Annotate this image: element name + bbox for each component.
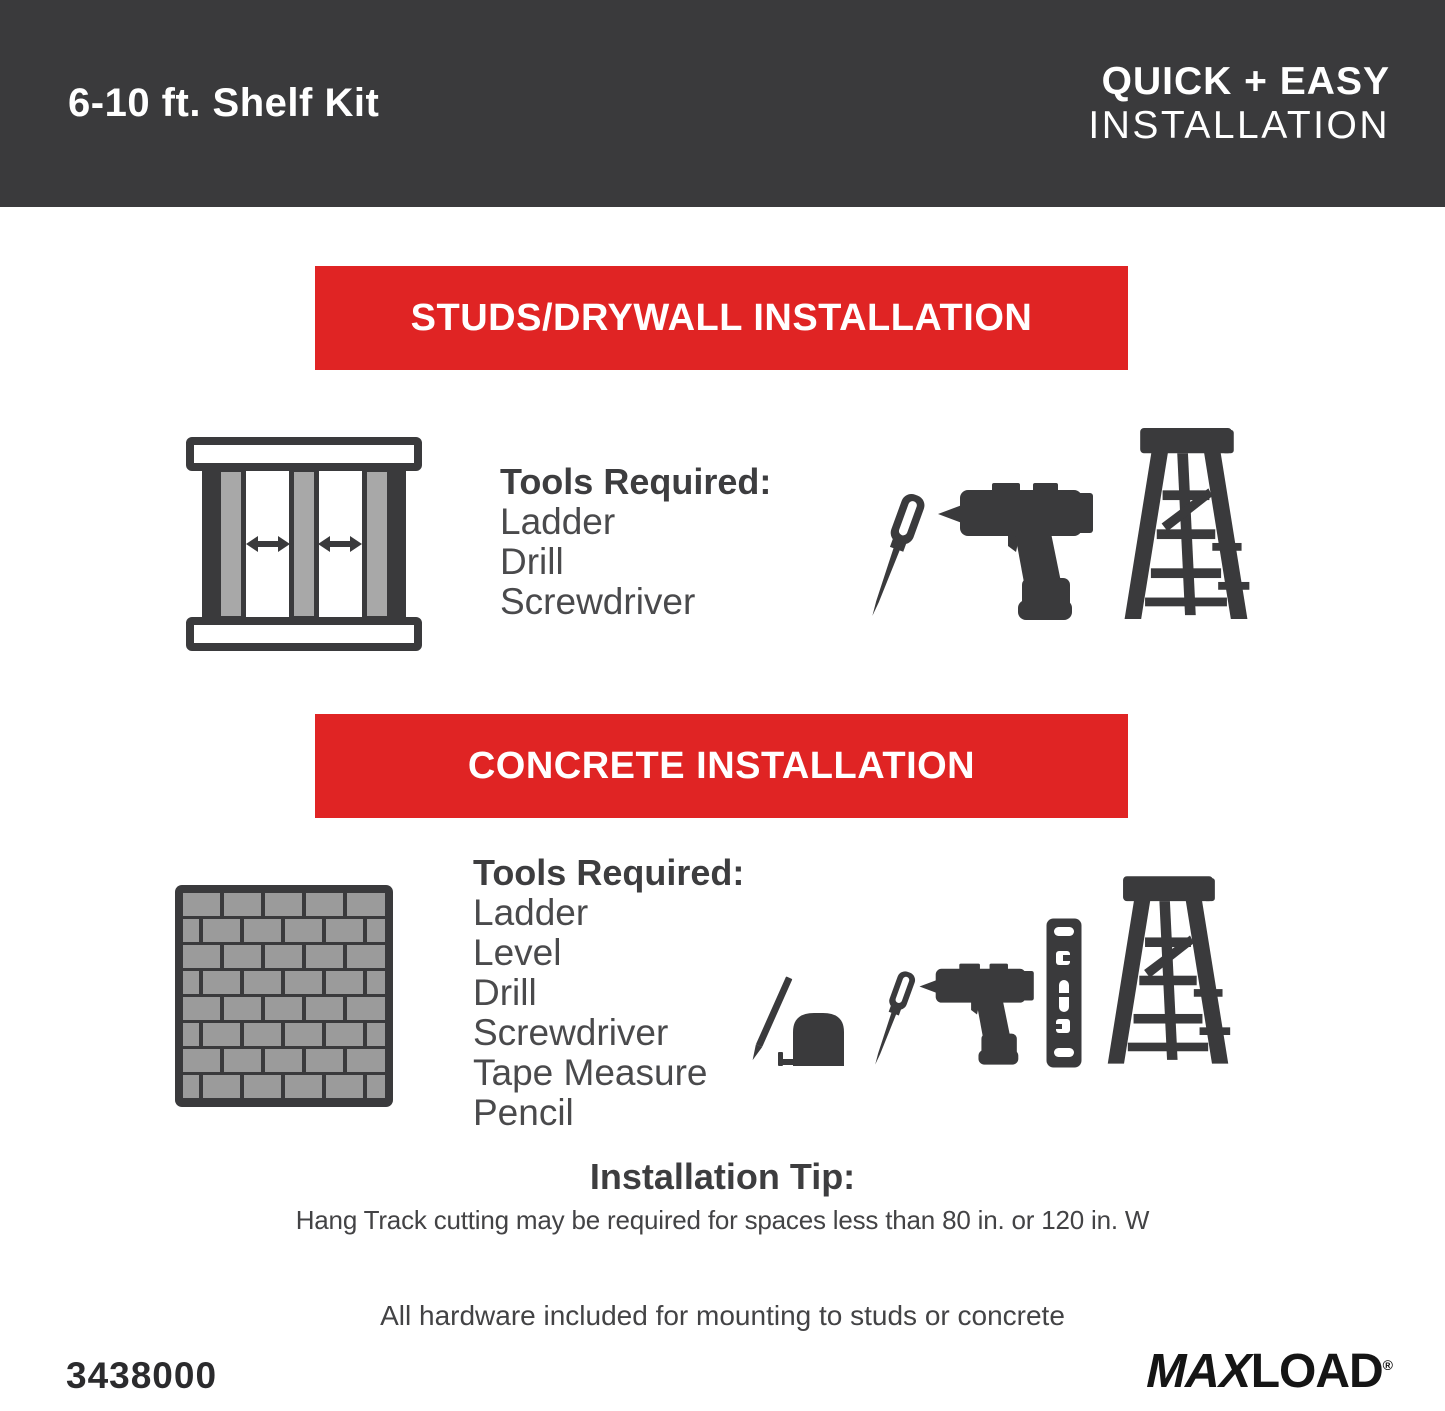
- tool-item-tape-measure: Tape Measure: [473, 1052, 708, 1093]
- drill-icon: [918, 958, 1036, 1068]
- tool-item-pencil: Pencil: [473, 1092, 574, 1133]
- installation-tip-text: Hang Track cutting may be required for spaces less than 80 in. or 120 in. W: [295, 1205, 1150, 1235]
- studs-tools-list: [500, 462, 771, 622]
- screwdriver-icon: [864, 966, 918, 1070]
- product-sku: 3438000: [66, 1355, 218, 1396]
- installation-tip-heading: Installation Tip:: [589, 1156, 856, 1197]
- hardware-note: All hardware included for mounting to studs or concrete: [380, 1300, 1065, 1331]
- registered-trademark-symbol: ®: [1382, 1357, 1393, 1373]
- concrete-banner-label: CONCRETE INSTALLATION: [467, 744, 976, 787]
- tape-measure-icon: [778, 1008, 856, 1070]
- tool-item-drill: Drill: [500, 541, 564, 582]
- tagline-quick-easy: QUICK + EASY: [1101, 59, 1390, 103]
- tool-item-level: Level: [473, 932, 562, 973]
- tool-item-screwdriver: Screwdriver: [473, 1012, 669, 1053]
- tool-item-screwdriver: Screwdriver: [500, 581, 696, 622]
- maxload-logo-load: LOAD: [1250, 1345, 1383, 1398]
- kit-title: 6-10 ft. Shelf Kit: [68, 81, 380, 125]
- brick-wall-icon: [175, 885, 393, 1107]
- screwdriver-icon: [858, 487, 928, 623]
- maxload-logo: [1141, 1344, 1393, 1399]
- concrete-banner: [315, 714, 1128, 818]
- drill-icon: [936, 476, 1096, 624]
- tool-item-drill: Drill: [473, 972, 537, 1013]
- ladder-icon: [1117, 426, 1255, 619]
- tool-item-ladder: Ladder: [500, 501, 616, 542]
- level-icon: [1046, 918, 1082, 1068]
- studs-drywall-banner: [315, 266, 1128, 370]
- tagline-installation: INSTALLATION: [1088, 103, 1390, 147]
- tools-required-heading: Tools Required:: [473, 852, 745, 893]
- tool-item-ladder: Ladder: [473, 892, 589, 933]
- concrete-tools-list: [473, 853, 744, 1133]
- maxload-logo-max: MAX: [1141, 1345, 1257, 1398]
- studs-drywall-diagram-icon: [186, 437, 422, 651]
- studs-drywall-banner-label: STUDS/DRYWALL INSTALLATION: [410, 296, 1033, 339]
- ladder-icon: [1102, 870, 1234, 1068]
- header-bar: [0, 0, 1445, 207]
- header-tagline: [1088, 60, 1390, 147]
- tools-required-heading: Tools Required:: [500, 461, 772, 502]
